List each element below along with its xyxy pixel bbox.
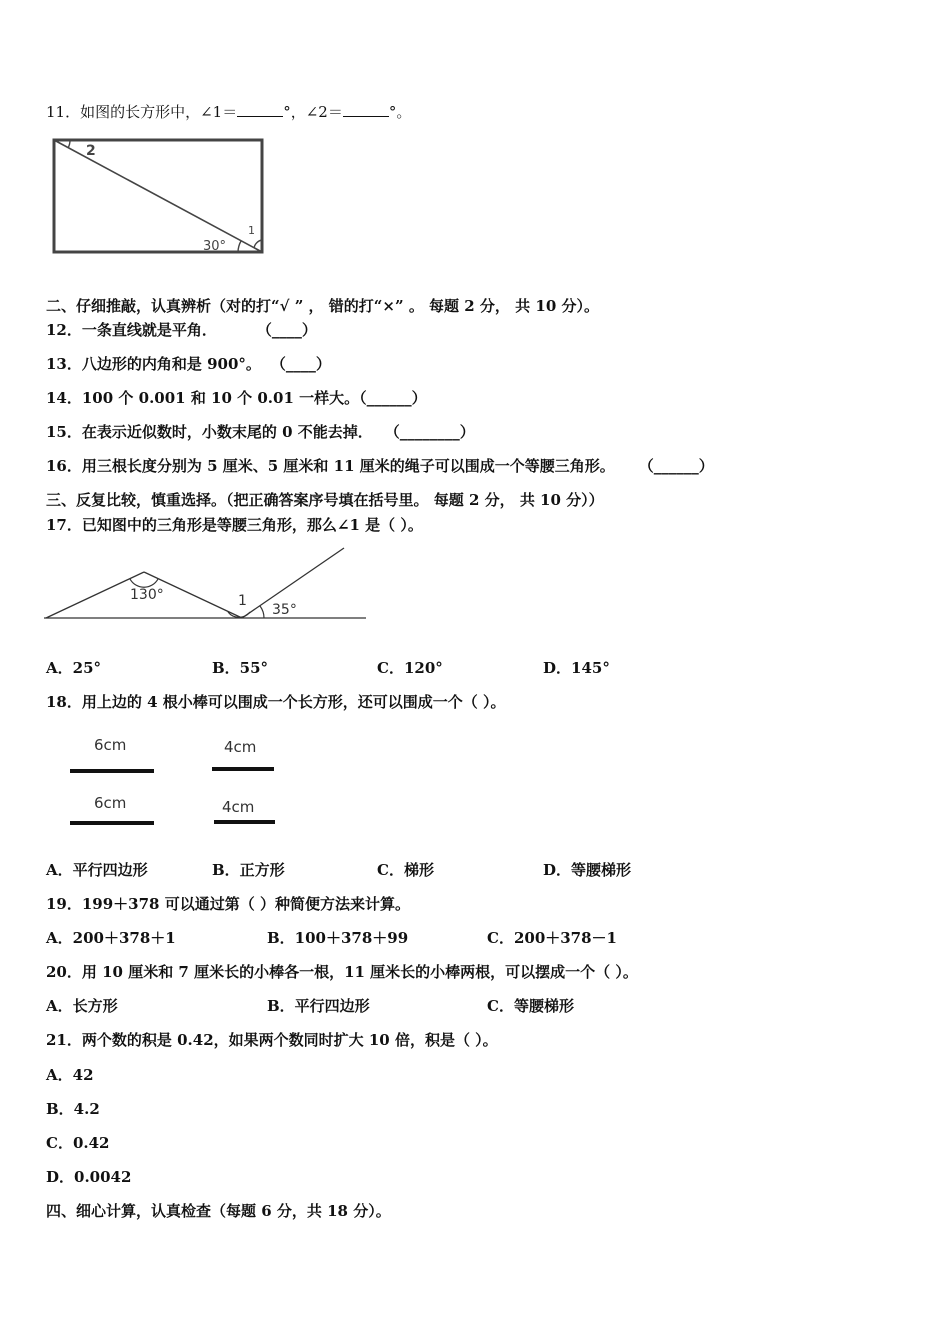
q17-option-d[interactable]: D．145°	[543, 659, 610, 677]
angle-30-arc	[238, 241, 241, 252]
answer-bracket-13[interactable]: （____）	[270, 355, 331, 373]
q19-option-a[interactable]: A．200＋378＋1	[46, 929, 176, 947]
answer-blank-1[interactable]	[237, 102, 283, 117]
question-13-text: 13．八边形的内角和是 900°。	[46, 355, 261, 373]
section-4-title: 四、细心计算，认真检查（每题 6 分，共 18 分）。	[46, 1202, 391, 1220]
answer-bracket-14[interactable]: （______）	[359, 389, 427, 407]
stick-label-1: 6cm	[94, 736, 127, 754]
q17-option-a[interactable]: A．25°	[46, 659, 102, 677]
q18-option-c[interactable]: C．梯形	[377, 861, 434, 879]
q19-option-b[interactable]: B．100＋378＋99	[267, 929, 409, 947]
q20-option-b[interactable]: B．平行四边形	[267, 997, 370, 1015]
answer-blank-2[interactable]	[343, 102, 389, 117]
question-11	[46, 102, 411, 122]
sticks-figure	[60, 730, 290, 834]
question-14	[46, 388, 427, 408]
stick-label-3: 4cm	[224, 738, 257, 756]
q19-option-c[interactable]: C．200＋378－1	[487, 929, 617, 947]
question-15-text: 15．在表示近似数时，小数末尾的 0 不能去掉．	[46, 423, 373, 441]
question-13	[46, 354, 331, 374]
section-2-title: 二、仔细推敲，认真辨析（对的打“√ ” ， 错的打“×” 。 每题 2 分， 共 10 分）。	[46, 297, 599, 315]
question-11-text-a: 11．如图的长方形中，∠1＝	[46, 103, 238, 121]
q20-option-a[interactable]: A．长方形	[46, 997, 118, 1015]
q17-option-c[interactable]: C．120°	[377, 659, 443, 677]
q18-option-d[interactable]: D．等腰梯形	[543, 861, 632, 879]
q21-option-a[interactable]: A．42	[46, 1066, 94, 1084]
question-11-text-b: °，∠2＝	[283, 103, 343, 121]
rectangle-figure	[48, 136, 270, 260]
q20-option-c[interactable]: C．等腰梯形	[487, 997, 574, 1015]
question-12	[46, 320, 317, 340]
apex-angle-label: 130°	[130, 587, 164, 603]
angle-35-label: 35°	[272, 602, 297, 618]
q18-option-b[interactable]: B．正方形	[212, 861, 285, 879]
angle-35-arc	[260, 606, 264, 618]
question-17-text: 17．已知图中的三角形是等腰三角形，那么∠1 是（ ）。	[46, 516, 423, 534]
angle-2-label: 2	[86, 143, 96, 159]
stick-label-2: 6cm	[94, 794, 127, 812]
question-20-text: 20．用 10 厘米和 7 厘米长的小棒各一根，11 厘米长的小棒两根，可以摆成一个（ ）。	[46, 963, 638, 981]
answer-bracket-12[interactable]: （____）	[256, 321, 317, 339]
stick-label-4: 4cm	[222, 798, 255, 816]
question-21-text: 21．两个数的积是 0.42，如果两个数同时扩大 10 倍，积是（ ）。	[46, 1031, 498, 1049]
q17-option-b[interactable]: B．55°	[212, 659, 269, 677]
section-3-title: 三、反复比较，慎重选择。（把正确答案序号填在括号里。 每题 2 分， 共 10 分））	[46, 491, 604, 509]
question-11-text-c: °。	[388, 103, 412, 121]
question-15	[46, 422, 475, 442]
question-12-text: 12．一条直线就是平角．	[46, 321, 217, 339]
q18-option-a[interactable]: A．平行四边形	[46, 861, 148, 879]
answer-bracket-16[interactable]: （______）	[638, 457, 714, 475]
q21-option-b[interactable]: B．4.2	[46, 1100, 100, 1118]
angle-1-label: 1	[248, 224, 255, 237]
q21-option-d[interactable]: D．0.0042	[46, 1168, 132, 1186]
q21-option-c[interactable]: C．0.42	[46, 1134, 110, 1152]
question-19-text: 19．199＋378 可以通过第（ ）种简便方法来计算。	[46, 895, 410, 913]
question-18-text: 18．用上边的 4 根小棒可以围成一个长方形，还可以围成一个（ ）。	[46, 693, 506, 711]
question-16-text: 16．用三根长度分别为 5 厘米、5 厘米和 11 厘米的绳子可以围成一个等腰三角形。	[46, 457, 615, 475]
angle-30-label: 30°	[203, 239, 227, 254]
answer-bracket-15[interactable]: （________）	[384, 423, 475, 441]
angle-1-label: 1	[238, 593, 247, 609]
triangle-figure	[44, 544, 370, 624]
question-14-text: 14．100 个 0.001 和 10 个 0.01 一样大。	[46, 389, 360, 407]
question-16	[46, 456, 714, 476]
